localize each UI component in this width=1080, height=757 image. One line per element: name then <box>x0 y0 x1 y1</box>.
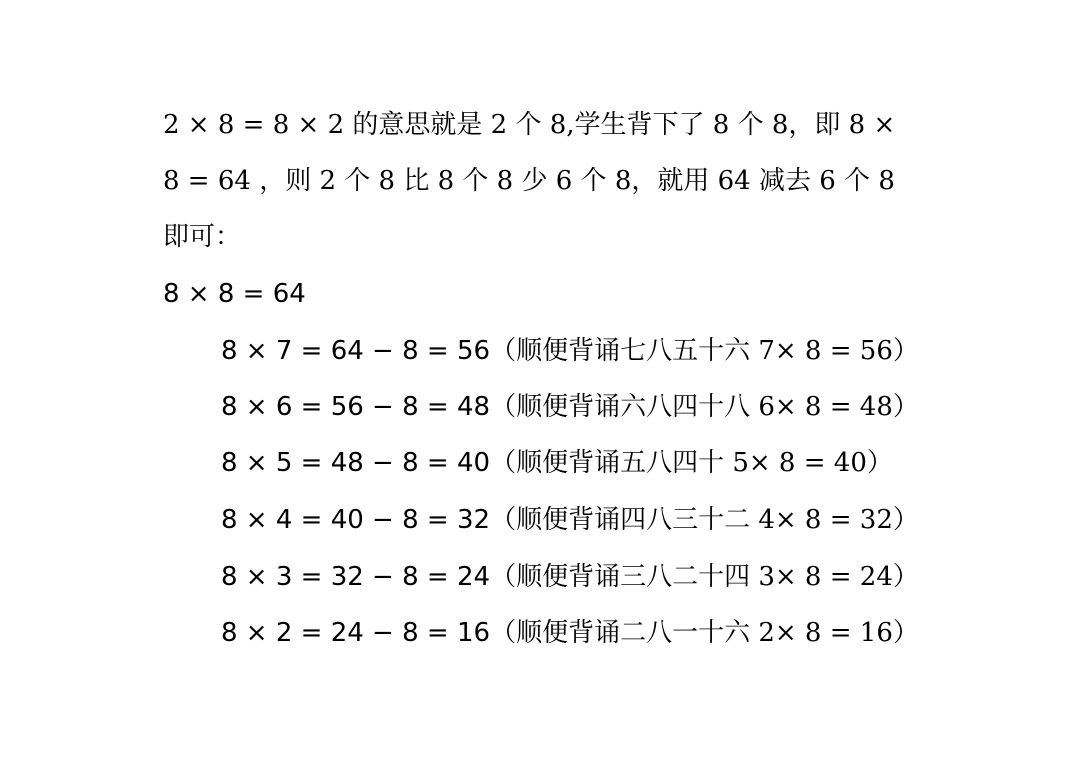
intro-line-3: 即可： <box>163 222 242 252</box>
intro-line-2: 8 = 64 ，则 2 个 8 比 8 个 8 少 6 个 8，就用 64 减去 6 个 8 <box>163 166 895 196</box>
step-note: （顺便背诵七八五十六 7× 8 = 56） <box>490 336 919 366</box>
step-row <box>221 446 893 480</box>
step-equation: 8 × 5 = 48 − 8 = 40 <box>221 448 491 478</box>
step-row <box>221 390 919 424</box>
step-equation: 8 × 7 = 64 − 8 = 56 <box>221 336 491 366</box>
step-equation: 8 × 6 = 56 − 8 = 48 <box>221 392 491 422</box>
step-row <box>221 616 919 650</box>
step-note: （顺便背诵二八一十六 2× 8 = 16） <box>490 618 919 648</box>
base-equation: 8 × 8 = 64 <box>163 279 306 309</box>
step-equation: 8 × 3 = 32 − 8 = 24 <box>221 562 491 592</box>
step-row <box>221 503 919 537</box>
step-row <box>221 560 919 594</box>
step-row <box>221 334 919 368</box>
step-note: （顺便背诵三八二十四 3× 8 = 24） <box>490 562 919 592</box>
step-equation: 8 × 4 = 40 − 8 = 32 <box>221 505 491 535</box>
step-note: （顺便背诵六八四十八 6× 8 = 48） <box>490 392 919 422</box>
step-equation: 8 × 2 = 24 − 8 = 16 <box>221 618 491 648</box>
step-note: （顺便背诵四八三十二 4× 8 = 32） <box>490 505 919 535</box>
intro-line-1: 2 × 8 = 8 × 2 的意思就是 2 个 8,学生背下了 8 个 8，即 8 × <box>163 110 896 140</box>
step-note: （顺便背诵五八四十 5× 8 = 40） <box>490 448 893 478</box>
